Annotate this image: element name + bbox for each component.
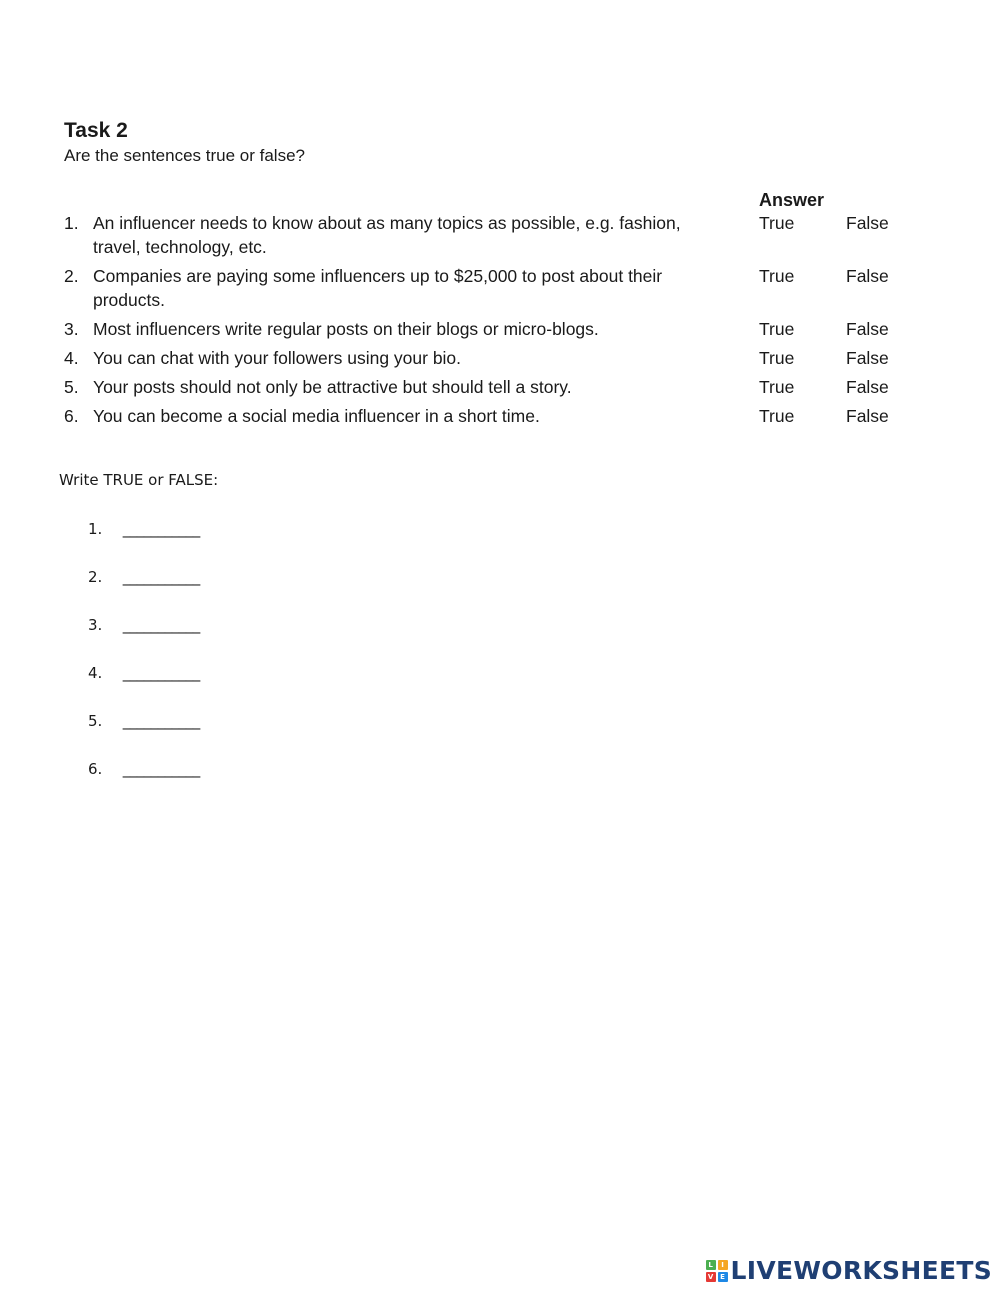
answer-blank-2[interactable]: ___________ [122,568,200,586]
question-number: 4. [64,348,79,368]
question-text: Companies are paying some influencers up to $25,000 to post about their products. [93,266,663,310]
answer-row [88,518,200,566]
task-title: Task 2 [64,119,128,142]
true-option: True [759,348,795,368]
answer-number: 5. [88,712,103,730]
true-option: True [759,319,795,339]
logo-icon [706,1260,728,1282]
false-option: False [846,377,889,397]
answer-blank-6[interactable]: ___________ [122,760,200,778]
true-option: True [759,266,795,286]
answer-blank-3[interactable]: ___________ [122,616,200,634]
liveworksheets-logo [706,1257,992,1285]
logo-block: I [718,1260,728,1270]
true-option: True [759,213,795,233]
question-number: 3. [64,319,79,339]
question-text: You can chat with your followers using your bio. [93,348,462,368]
false-option: False [846,406,889,426]
answer-list [88,518,200,806]
question-text: Most influencers write regular posts on their blogs or micro-blogs. [93,319,599,339]
question-row [64,375,934,399]
false-option: False [846,319,889,339]
true-option: True [759,406,795,426]
question-row [64,346,934,370]
false-option: False [846,266,889,286]
logo-block: E [718,1272,728,1282]
write-instruction: Write TRUE or FALSE: [59,471,219,489]
answer-row [88,758,200,806]
question-text: Your posts should not only be attractive but should tell a story. [93,377,572,397]
answer-number: 6. [88,760,103,778]
true-option: True [759,377,795,397]
answer-row [88,710,200,758]
question-number: 5. [64,377,79,397]
answer-number: 1. [88,520,103,538]
logo-block: L [706,1260,716,1270]
answer-number: 3. [88,616,103,634]
question-row [64,264,934,312]
question-text: You can become a social media influencer in a short time. [93,406,540,426]
answer-blank-4[interactable]: ___________ [122,664,200,682]
answer-blank-1[interactable]: ___________ [122,520,200,538]
logo-block: V [706,1272,716,1282]
task-instruction: Are the sentences true or false? [64,146,305,165]
answer-column-header: Answer [759,190,825,210]
question-row [64,317,934,341]
question-row [64,404,934,428]
false-option: False [846,348,889,368]
false-option: False [846,213,889,233]
question-list [64,211,934,433]
question-row [64,211,934,259]
answer-blank-5[interactable]: ___________ [122,712,200,730]
answer-row [88,662,200,710]
answer-number: 2. [88,568,103,586]
question-text: An influencer needs to know about as many topics as possible, e.g. fashion, travel, technology, etc. [93,213,681,257]
question-number: 1. [64,213,79,233]
question-number: 2. [64,266,79,286]
question-number: 6. [64,406,79,426]
answer-number: 4. [88,664,103,682]
logo-text: LIVEWORKSHEETS [730,1256,992,1285]
answer-row [88,614,200,662]
answer-row [88,566,200,614]
